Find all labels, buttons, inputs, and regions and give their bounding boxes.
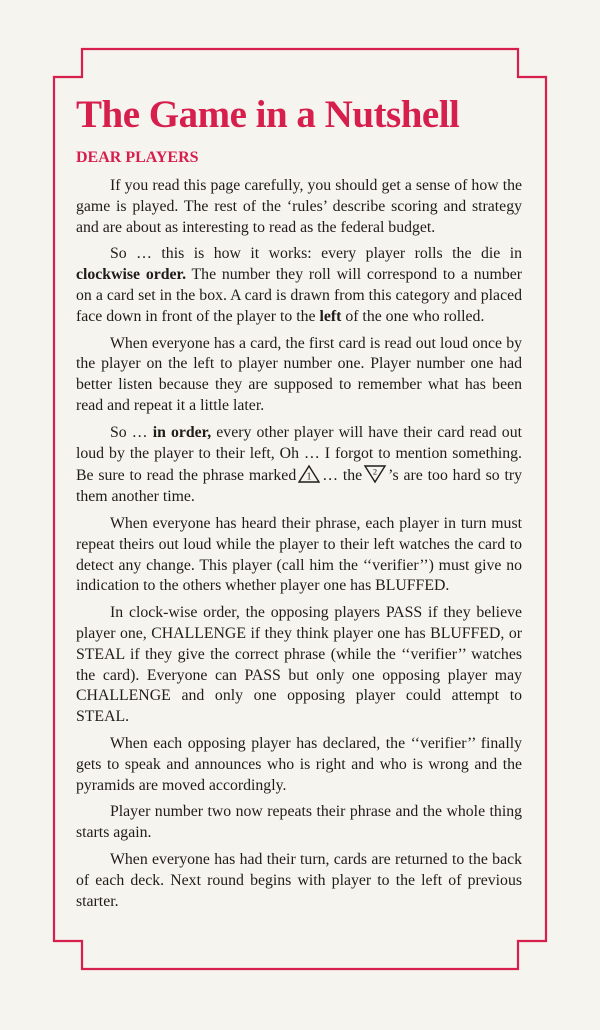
emphasis-left: left [319,307,342,325]
paragraph-repeat-phrase: When everyone has heard their phrase, each player in turn must repeat theirs out loud while the player to their left watches the card to detect any change. This player (call him the ‘‘verifier’’) must give no indication to the others whether player one has BLUFFED. [76,514,522,595]
emphasis-in-order: in order, [152,423,212,441]
paragraph-next-round: When everyone has had their turn, cards are returned to the back of each deck. Next round begins with player to the left of previous starter. [76,850,522,910]
paragraph-pass-challenge-steal: In clock-wise order, the opposing players PASS if they believe player one, CHALLENGE if they think player one has BLUFFED, or STEAL if they give the correct phrase (while the ‘‘verifier’’ watches the card). Everyone can PASS but only one opposing player may CHALLENGE and only one opposing player could attempt to STEAL. [76,604,522,726]
triangle-down-number: 2 [373,466,378,477]
triangle-up-icon [297,464,321,484]
page-content [76,92,522,918]
paragraph-in-order: So … in order, every other player will have their card read out loud by the player to their left, Oh … I forgot to mention something. Be sure to read the phrase marked 1 … the 2 ’s are too hard so try them another time. [76,423,522,506]
paragraph-first-card: When everyone has a card, the first card is read out loud once by the player on the left to player number one. Player number one had better listen because they are supposed to remember what has been read and repeat it a little later. [76,334,522,414]
emphasis-clockwise-order: clockwise order. [76,266,187,284]
paragraph-how-it-works: So … this is how it works: every player rolls the die in clockwise order. The number they roll will correspond to a number on a card set in the box. A card is drawn from this category and placed face down in front of the player to the left of the one who rolled. [76,245,522,325]
paragraph-intro: If you read this page carefully, you should get a sense of how the game is played. The rest of the ‘rules’ describe scoring and strategy and are about as interesting to read as the federal budget. [76,177,522,236]
page-title: The Game in a Nutshell [76,93,460,136]
section-heading: DEAR PLAYERS [76,149,199,166]
triangle-down-icon [363,464,387,484]
triangle-up-number: 1 [306,471,312,483]
paragraph-player-two: Player number two now repeats their phrase and the whole thing starts again. [76,803,522,842]
paragraph-verifier-announces: When each opposing player has declared, the ‘‘verifier’’ finally gets to speak and announces who is right and who is wrong and the pyramids are moved accordingly. [76,734,522,794]
